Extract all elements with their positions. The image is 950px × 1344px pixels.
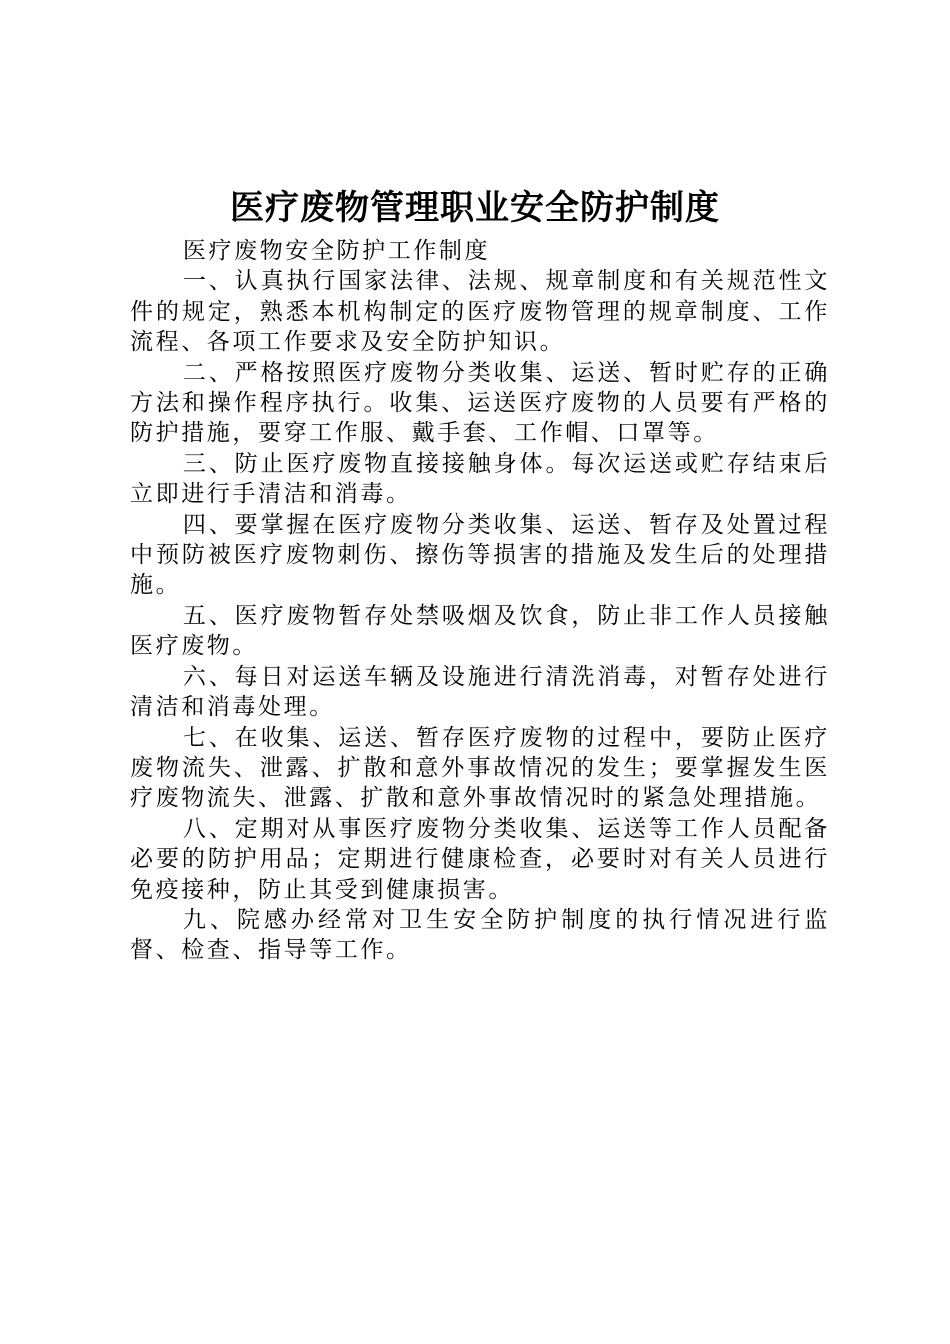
paragraph-3: 三、防止医疗废物直接接触身体。每次运送或贮存结束后立即进行手清洁和消毒。 [130, 450, 830, 508]
paragraph-1: 一、认真执行国家法律、法规、规章制度和有关规范性文件的规定，熟悉本机构制定的医疗废物管理的规章制度、工作流程、各项工作要求及安全防护知识。 [130, 268, 830, 356]
document-body [130, 236, 830, 966]
paragraph-2: 二、严格按照医疗废物分类收集、运送、暂时贮存的正确方法和操作程序执行。收集、运送医疗废物的人员要有严格的防护措施，要穿工作服、戴手套、工作帽、口罩等。 [130, 359, 830, 447]
paragraph-8: 八、定期对从事医疗废物分类收集、运送等工作人员配备必要的防护用品；定期进行健康检查，必要时对有关人员进行免疫接种，防止其受到健康损害。 [130, 815, 830, 903]
paragraph-4: 四、要掌握在医疗废物分类收集、运送、暂存及处置过程中预防被医疗废物刺伤、擦伤等损害的措施及发生后的处理措施。 [130, 511, 830, 599]
subtitle-paragraph: 医疗废物安全防护工作制度 [182, 238, 491, 264]
document-title: 医疗废物管理职业安全防护制度 [230, 188, 720, 228]
paragraph-6: 六、每日对运送车辆及设施进行清洗消毒，对暂存处进行清洁和消毒处理。 [130, 663, 830, 721]
paragraph-5: 五、医疗废物暂存处禁吸烟及饮食，防止非工作人员接触医疗废物。 [130, 602, 830, 660]
paragraph-7: 七、在收集、运送、暂存医疗废物的过程中，要防止医疗废物流失、泄露、扩散和意外事故情况的发生；要掌握发生医疗废物流失、泄露、扩散和意外事故情况时的紧急处理措施。 [130, 724, 830, 812]
paragraph-9: 九、院感办经常对卫生安全防护制度的执行情况进行监督、检查、指导等工作。 [130, 906, 830, 964]
